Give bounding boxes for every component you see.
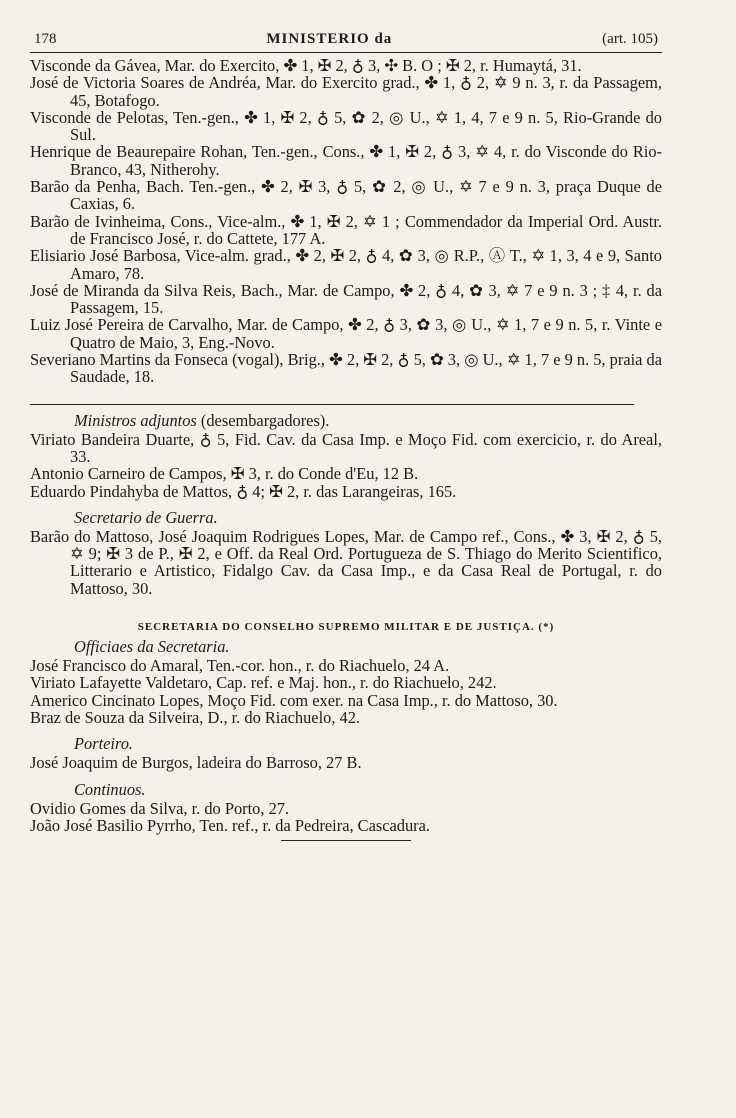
list-item: Eduardo Pindahyba de Mattos, ♁ 4; ✠ 2, r. das Larangeiras, 165.: [30, 481, 457, 501]
page: [30, 30, 662, 841]
secretario-section: [30, 508, 662, 597]
list-item: João José Basilio Pyrrho, Ten. ref., r. da Pedreira, Cascadura.: [30, 815, 431, 835]
list-item: Ovidio Gomes da Silva, r. do Porto, 27.: [30, 798, 290, 818]
officiaes-section: [30, 637, 662, 726]
secretaria-title: SECRETARIA DO CONSELHO SUPREMO MILITAR E DE JUSTIÇA. (*): [137, 621, 555, 634]
section-heading: Officiaes da Secretaria.: [74, 637, 230, 657]
article-reference: (art. 105): [602, 31, 658, 47]
list-item: Barão de Ivinheima, Cons., Vice-alm., ✤ 1, ✠ 2, ✡ 1 ; Commendador da Imperial Ord. Austr. de Francisco José, r. do Cattete, 177 A.: [30, 211, 662, 248]
list-item: Barão da Penha, Bach. Ten.-gen., ✤ 2, ✠ 3, ♁ 5, ✿ 2, ◎ U., ✡ 7 e 9 n. 3, praça Duque de Caxias, 6.: [30, 177, 662, 214]
list-item: Visconde da Gávea, Mar. do Exercito, ✤ 1, ✠ 2, ♁ 3, ✣ B. O ; ✠ 2, r. Humaytá, 31.: [30, 56, 582, 75]
list-item: Viriato Bandeira Duarte, ♁ 5, Fid. Cav. da Casa Imp. e Moço Fid. com exercicio, r. do Areal, 33.: [30, 429, 662, 466]
list-item: Viriato Lafayette Valdetaro, Cap. ref. e Maj. hon., r. do Riachuelo, 242.: [30, 673, 497, 693]
section-heading: Secretario de Guerra.: [74, 507, 218, 527]
section-heading: [30, 411, 662, 431]
list-item: José de Victoria Soares de Andréa, Mar. do Exercito grad., ✤ 1, ♁ 2, ✡ 9 n. 3, r. da Passagem, 45, Botafogo.: [30, 73, 662, 110]
list-item: Barão do Mattoso, José Joaquim Rodrigues Lopes, Mar. de Campo ref., Cons., ✤ 3, ✠ 2, ♁ 5, ✡ 9; ✠ 3 de P., ✠ 2, e Off. da Real Ord. Portugueza de S. Thiago do Merito Scientifico, Litterario e Artistico, Fidalgo Cav. da Casa Imp., e da Casa Real de Portugal, r. do Mattoso, 30.: [30, 526, 662, 598]
page-number: 178: [34, 31, 57, 47]
section-heading-italic: Ministros adjuntos: [74, 410, 197, 430]
section-divider: [30, 404, 634, 405]
section-heading: Continuos.: [74, 779, 146, 799]
section-heading-rest: (desembargadores).: [196, 410, 330, 430]
section-heading: Porteiro.: [74, 734, 134, 754]
porteiro-section: [30, 734, 662, 771]
list-item: José Joaquim de Burgos, ladeira do Barroso, 27 B.: [30, 753, 362, 773]
end-divider: [281, 840, 411, 841]
continuos-section: [30, 780, 662, 835]
list-item: Elisiario José Barbosa, Vice-alm. grad., ✤ 2, ✠ 2, ♁ 4, ✿ 3, ◎ R.P., Ⓐ T., ✡ 1, 3, 4 e 9, Santo Amaro, 78.: [30, 246, 662, 283]
list-item: Americo Cincinato Lopes, Moço Fid. com exer. na Casa Imp., r. do Mattoso, 30.: [30, 690, 558, 710]
list-item: Luiz José Pereira de Carvalho, Mar. de Campo, ✤ 2, ♁ 3, ✿ 3, ◎ U., ✡ 1, 7 e 9 n. 5, r. Vinte e Quatro de Maio, 3, Eng.-Novo.: [30, 315, 662, 352]
list-item: Braz de Souza da Silveira, D., r. do Riachuelo, 42.: [30, 707, 361, 727]
list-item: Visconde de Pelotas, Ten.-gen., ✤ 1, ✠ 2, ♁ 5, ✿ 2, ◎ U., ✡ 1, 4, 7 e 9 n. 5, Rio-Grande do Sul.: [30, 107, 662, 145]
members-list: [30, 57, 662, 386]
list-item: Henrique de Beaurepaire Rohan, Ten.-gen., Cons., ✤ 1, ✠ 2, ♁ 3, ✡ 4, r. do Visconde do Rio-Branco, 43, Nitherohy.: [30, 142, 662, 179]
ministros-adjuntos-section: [30, 411, 662, 500]
running-title: MINISTERIO da: [266, 31, 393, 47]
list-item: Severiano Martins da Fonseca (vogal), Brig., ✤ 2, ✠ 2, ♁ 5, ✿ 3, ◎ U., ✡ 1, 7 e 9 n. 5, praia da Saudade, 18.: [30, 350, 663, 387]
page-header: [30, 30, 662, 53]
list-item: José Francisco do Amaral, Ten.-cor. hon., r. do Riachuelo, 24 A.: [30, 656, 450, 676]
list-item: José de Miranda da Silva Reis, Bach., Mar. de Campo, ✤ 2, ♁ 4, ✿ 3, ✡ 7 e 9 n. 3 ; ‡ 4, r. da Passagem, 15.: [30, 280, 662, 318]
list-item: Antonio Carneiro de Campos, ✠ 3, r. do Conde d'Eu, 12 B.: [30, 464, 419, 484]
